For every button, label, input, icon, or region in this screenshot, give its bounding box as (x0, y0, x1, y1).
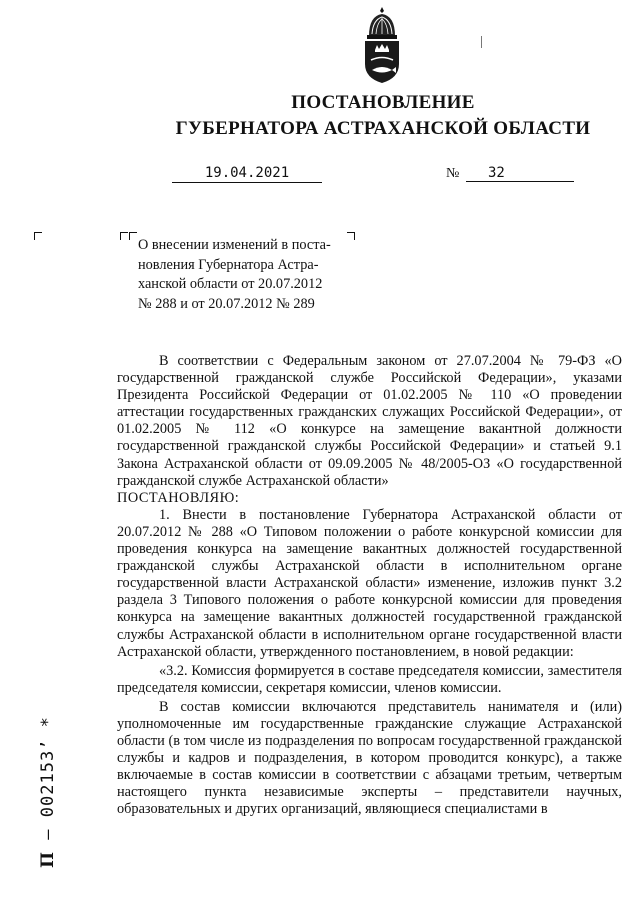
clause-3-2-paragraph: «3.2. Комиссия формируется в составе председателя комиссии, заместителя председателя комиссии, секретаря комиссии, членов комиссии. (117, 662, 622, 696)
document-date: 19.04.2021 (172, 164, 322, 183)
resolve-heading: ПОСТАНОВЛЯЮ: (117, 489, 240, 506)
subject-line: О внесении изменений в поста- (138, 237, 331, 253)
subject-line: № 288 и от 20.07.2012 № 289 (138, 295, 315, 312)
mark-suffix: ’ * (38, 716, 58, 750)
coat-of-arms-emblem (359, 6, 405, 84)
clause-1-paragraph: 1. Внести в постановление Губернатора Астраханской области от 20.07.2012 № 288 «О Типовом положении о работе конкурсной комиссии для проведения конкурса на замещение вакантных должностей государственной гражданской службы Астраханской области в исполнительном органе государственной власти Астраханской области» изменение, изложив пункт 3.2 раздела 3 Типового положения о работе конкурсной комиссии для проведения конкурса на замещение вакантных должностей государственной гражданской службы Астраханской области в исполнительном органе государственной власти Астраханской области, утвержденного постановлением, в новой редакции: (117, 506, 622, 660)
document-subject (138, 236, 358, 314)
mark-code: – 002153 (38, 749, 58, 840)
document-number: 32 (466, 164, 574, 182)
subject-line: ханской области от 20.07.2012 (138, 276, 323, 292)
mark-letter: П (38, 850, 58, 868)
scan-artifact (481, 36, 482, 48)
corner-mark (129, 232, 137, 240)
corner-mark (120, 232, 128, 240)
document-title: ПОСТАНОВЛЕНИЕ (291, 92, 475, 113)
document-body (117, 353, 622, 819)
subject-line: новления Губернатора Астра- (138, 256, 319, 273)
preamble-paragraph: В соответствии с Федеральным законом от 27.07.2004 № 79-ФЗ «О государственной гражданской службе Российской Федерации», указами Президента Российской Федерации от 01.02.2005 № 110 «О проведении аттестации государственных гражданских служащих Российской Федерации», от 01.02.2005 № 112 «О конкурсе на замещение вакантной должности государственной гражданской службы Российской Федерации» и статьей 9.1 Закона Астраханской области от 09.09.2005 № 48/2005-ОЗ «О государственной гражданской службе Астраханской области» (117, 353, 622, 489)
registration-margin-mark (38, 716, 58, 868)
commission-composition-paragraph: В состав комиссии включаются представитель нанимателя и (или) уполномоченные им государственные гражданские служащие Астраханской области (в том числе из подразделения по вопросам государственной гражданской службы и кадров и подразделения, в котором проводится конкурс), а также включаемые в состав комиссии в соответствии с абзацами третьим, четвертым настоящего пункта независимые эксперты – представители научных, образовательных и других организаций, являющиеся специалистами в (117, 698, 622, 818)
document-issuer: ГУБЕРНАТОРА АСТРАХАНСКОЙ ОБЛАСТИ (175, 118, 591, 139)
astrakhan-coat-of-arms-icon (359, 6, 405, 84)
number-sign: № (446, 166, 460, 181)
corner-mark (34, 232, 42, 240)
